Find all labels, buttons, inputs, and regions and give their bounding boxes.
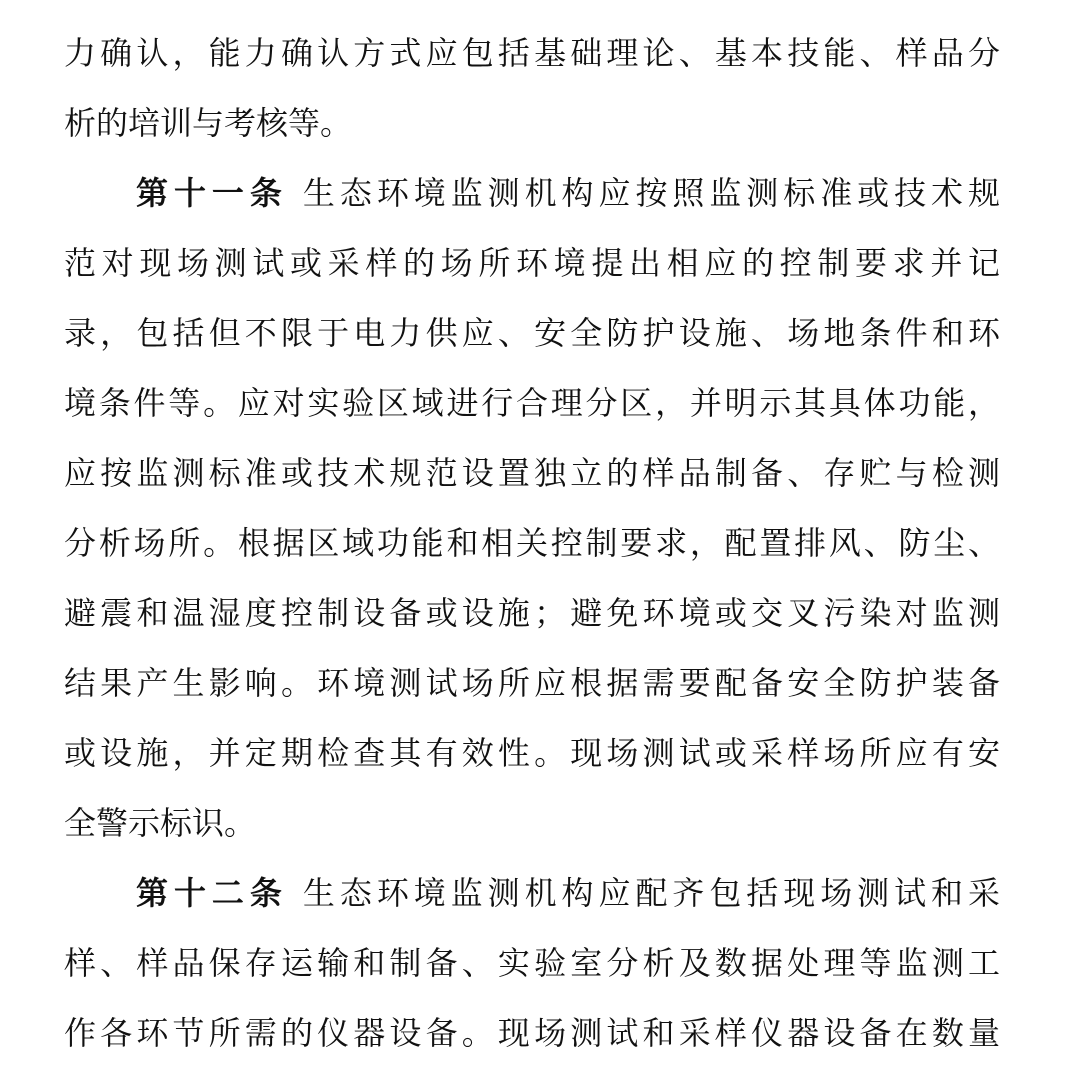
article-number: 第十二条 <box>136 874 288 912</box>
text-fragment: 生态环境监测机构应配齐包括现场测试和采 <box>302 874 1000 912</box>
text-line: 作各环节所需的仪器设备。现场测试和采样仪器设备在数量 <box>64 1014 1000 1052</box>
text-line: 避震和温湿度控制设备或设施；避免环境或交叉污染对监测 <box>64 594 1000 632</box>
text-line: 结果产生影响。环境测试场所应根据需要配备安全防护装备 <box>64 664 1000 702</box>
text-line: 样、样品保存运输和制备、实验室分析及数据处理等监测工 <box>64 944 1000 982</box>
article-number: 第十一条 <box>136 174 288 212</box>
document-page <box>64 0 1000 1080</box>
text-line: 录，包括但不限于电力供应、安全防护设施、场地条件和环 <box>64 314 1000 352</box>
text-line: 或设施，并定期检查其有效性。现场测试或采样场所应有安 <box>64 734 1000 772</box>
article-11-first-line <box>64 158 1000 228</box>
text-line: 全警示标识。 <box>64 804 257 842</box>
text-line: 力确认，能力确认方式应包括基础理论、基本技能、样品分 <box>64 34 1000 72</box>
article-12-first-line <box>64 858 1000 928</box>
text-fragment: 生态环境监测机构应按照监测标准或技术规 <box>302 174 1000 212</box>
text-line: 应按监测标准或技术规范设置独立的样品制备、存贮与检测 <box>64 454 1000 492</box>
text-line: 析的培训与考核等。 <box>64 104 353 142</box>
text-line: 分析场所。根据区域功能和相关控制要求，配置排风、防尘、 <box>64 524 1000 562</box>
text-line: 范对现场测试或采样的场所环境提出相应的控制要求并记 <box>64 244 1000 282</box>
text-line: 境条件等。应对实验区域进行合理分区，并明示其具体功能， <box>64 384 1000 422</box>
